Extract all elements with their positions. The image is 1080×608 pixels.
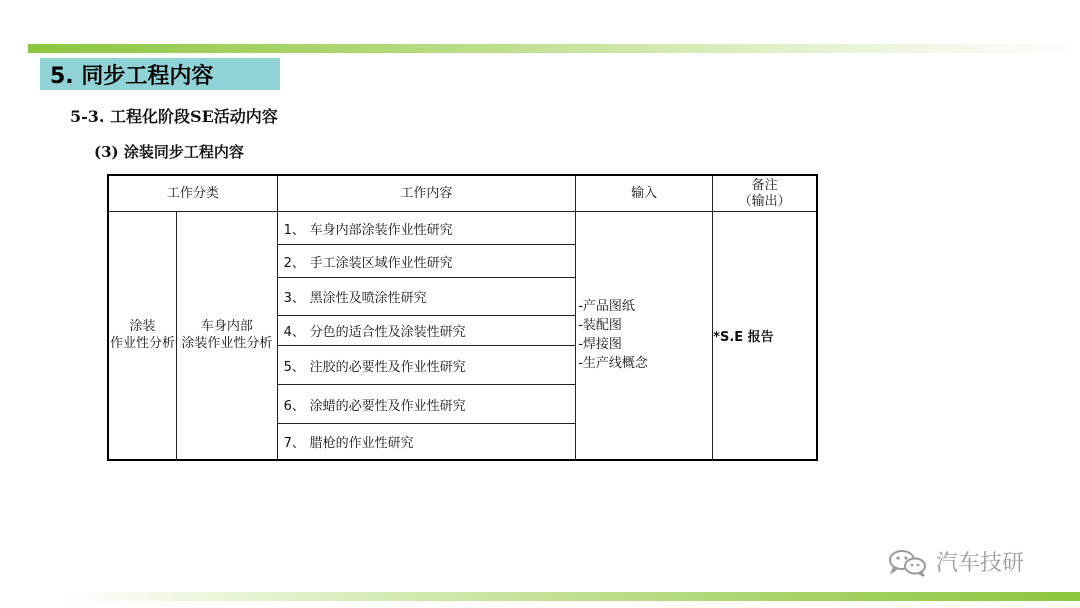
- subcategory-line2: 涂装作业性分析: [181, 336, 273, 352]
- header-content: 工作内容: [277, 175, 576, 212]
- input-item: -装配图: [578, 318, 622, 334]
- header-remark-line2: （输出）: [738, 193, 791, 209]
- header-category: 工作分类: [108, 175, 277, 212]
- item-number: 6、: [283, 398, 305, 414]
- category-line2: 作业性分析: [110, 336, 176, 352]
- header-remark: [713, 175, 817, 212]
- item-number: 1、: [283, 222, 305, 238]
- item-number: 4、: [283, 325, 305, 340]
- subcategory-cell: [177, 212, 278, 460]
- top-accent-bar: [28, 44, 1080, 53]
- subheading: 5-3. 工程化阶段SE活动内容: [70, 107, 278, 126]
- category-line1: 涂装: [129, 319, 156, 335]
- item-text: 涂蜡的必要性及作业性研究: [309, 398, 466, 414]
- header-input: 输入: [576, 175, 713, 212]
- item-number: 2、: [283, 255, 305, 271]
- table-row: [108, 212, 817, 245]
- item-text: 手工涂装区域作业性研究: [309, 255, 453, 271]
- content-item-3: [277, 278, 576, 316]
- painting-se-table: [107, 174, 818, 461]
- input-item: -焊接图: [578, 337, 622, 353]
- content-item-2: [277, 245, 576, 278]
- item-text: 注胶的必要性及作业性研究: [309, 359, 466, 375]
- watermark: [888, 546, 1024, 577]
- wechat-icon: [888, 549, 928, 575]
- item-number: 7、: [283, 435, 305, 451]
- page-title: 5. 同步工程内容: [50, 63, 214, 89]
- remark-cell: [713, 212, 817, 460]
- content-item-1: [277, 212, 576, 245]
- item-text: 分色的适合性及涂装性研究: [309, 325, 466, 340]
- content-item-6: [277, 385, 576, 424]
- category-cell: [108, 212, 177, 460]
- input-item: -生产线概念: [578, 356, 648, 372]
- remark-text: *S.E 报告: [713, 329, 774, 345]
- input-item: -产品图纸: [578, 299, 635, 315]
- subcategory-line1: 车身内部: [200, 319, 253, 335]
- item-text: 车身内部涂装作业性研究: [309, 222, 453, 238]
- subsubheading: (3) 涂装同步工程内容: [94, 143, 244, 161]
- watermark-text: 汽车技研: [936, 551, 1025, 576]
- item-text: 腊枪的作业性研究: [309, 435, 414, 451]
- item-text: 黑涂性及喷涂性研究: [309, 291, 427, 306]
- header-remark-line1: 备注: [751, 177, 778, 193]
- content-item-4: [277, 316, 576, 346]
- item-number: 3、: [283, 291, 305, 306]
- section-title-box: [40, 58, 280, 90]
- item-number: 5、: [283, 359, 305, 375]
- bottom-accent-bar: [60, 592, 1080, 601]
- table-header-row: [108, 175, 817, 212]
- content-item-7: [277, 424, 576, 460]
- content-item-5: [277, 346, 576, 385]
- input-cell: [576, 212, 713, 460]
